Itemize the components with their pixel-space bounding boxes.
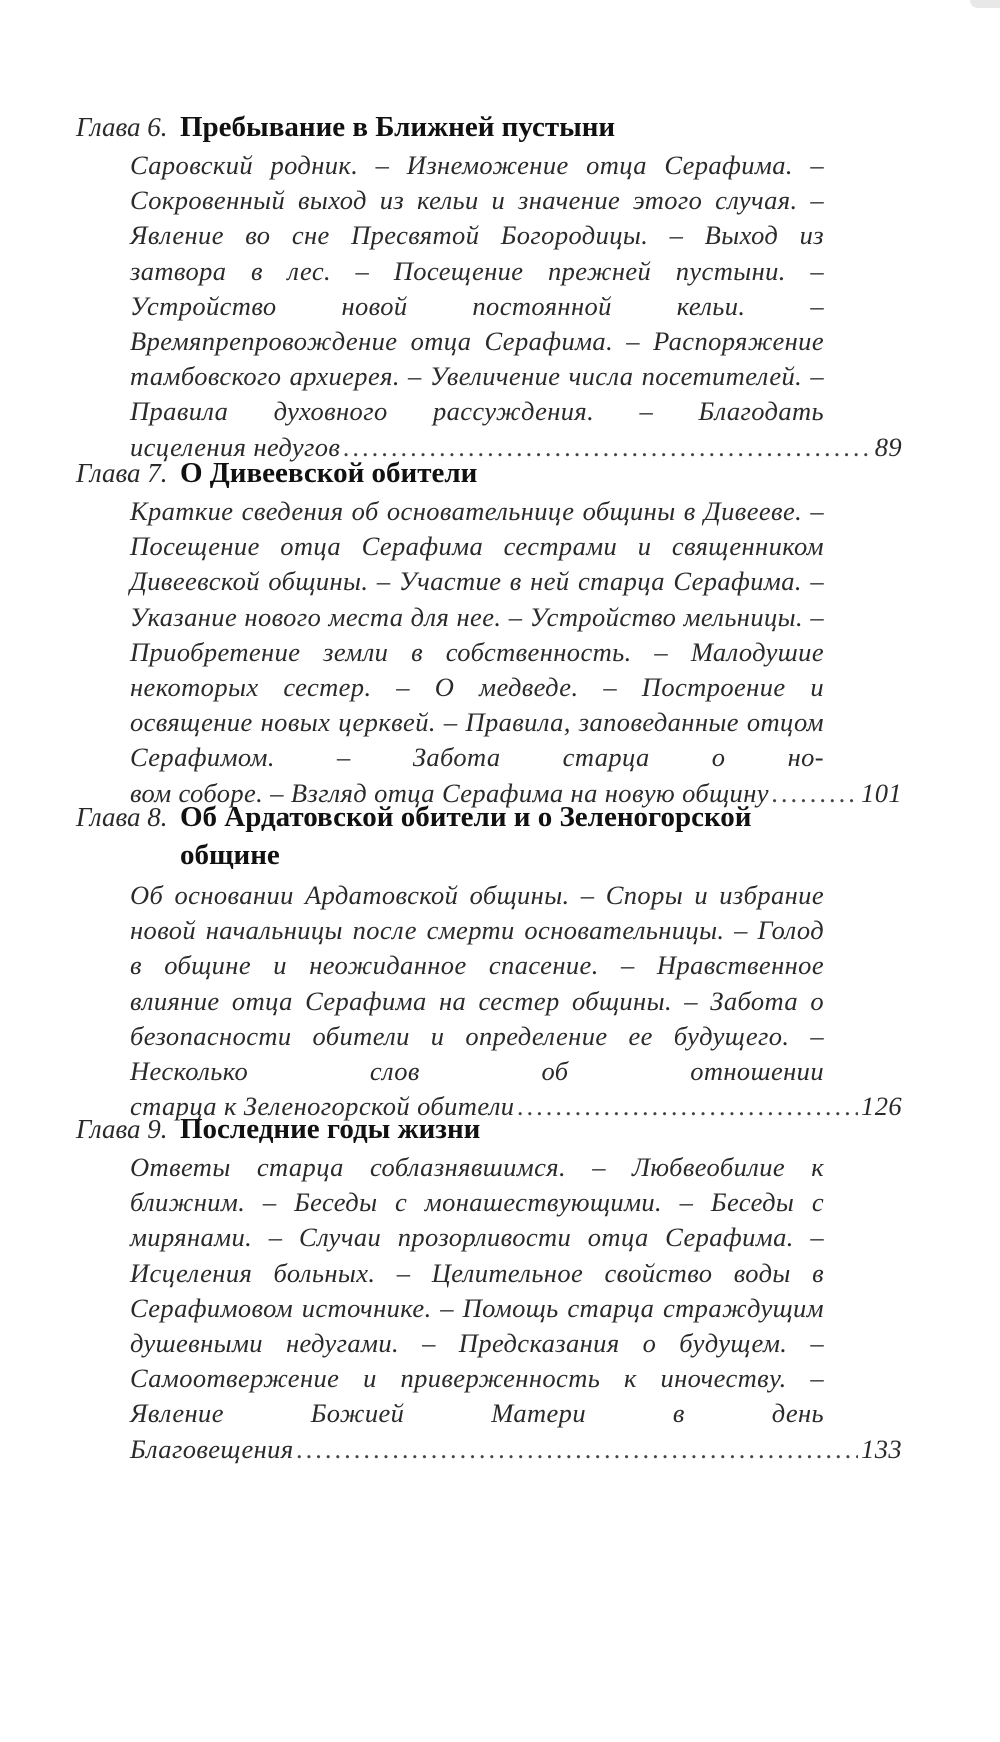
toc-entry-chapter-9 xyxy=(76,1110,902,1467)
chapter-heading xyxy=(76,798,902,874)
chapter-number: Глава 7. xyxy=(76,458,168,488)
page-corner-mark xyxy=(970,0,1000,8)
chapter-number: Глава 6. xyxy=(76,112,168,142)
toc-entry-chapter-7 xyxy=(76,454,902,811)
dot-leader xyxy=(297,1432,858,1467)
chapter-description-text: Об основании Ардатовской общины. – Споры и избрание новой начальницы после смерти основательницы. – Голод в общине и неожиданное спасение. – Нравственное влияние отца Серафима на сестер общины. – Забота о безопасности обители и определение ее будущего. – Несколько слов об отношении xyxy=(130,880,824,1087)
chapter-heading xyxy=(76,1110,902,1148)
chapter-number: Глава 8. xyxy=(76,802,168,832)
chapter-number: Глава 9. xyxy=(76,1114,168,1144)
chapter-title: Об Ардатовской обители и о Зеленогорской общине xyxy=(180,801,752,871)
chapter-description-text: Краткие сведения об основательнице общины в Дивееве. – Посещение отца Серафима сестрами и священником Дивеевской общины. – Участие в ней старца Серафима. – Указание нового места для нее. – Устройство мельницы. – Приобретение земли в собственность. – Малодушие некоторых сестер. – О медведе. – Построение и освящение новых церквей. – Правила, заповеданные отцом Серафимом. – Забота старца о но- xyxy=(130,496,824,773)
page-number: 101 xyxy=(861,777,902,808)
chapter-description-ending: старца к Зеленогорской обители xyxy=(130,1091,515,1122)
chapter-description-ending: вом соборе. – Взгляд отца Серафима на новую общину xyxy=(130,777,769,808)
chapter-description xyxy=(130,148,902,465)
chapter-description xyxy=(130,494,902,811)
page-number: 126 xyxy=(861,1091,902,1122)
page-number: 89 xyxy=(874,431,902,462)
toc-entry-chapter-8 xyxy=(76,798,902,1124)
chapter-description-text: Ответы старца соблазнявшимся. – Любвеобилие к ближним. – Беседы с монашествующими. – Беседы с мирянами. – Случаи прозорливости отца Серафима. – Исцеления больных. – Целительное свойство воды в Серафимовом источнике. – Помощь старца страждущим душевными недугами. – Предсказания о будущем. – Самоотвержение и приверженность к иночеству. – Явление Божией Матери в день xyxy=(130,1152,824,1429)
chapter-heading xyxy=(76,454,902,492)
chapter-description xyxy=(130,1150,902,1467)
chapter-description-ending: исцеления недугов xyxy=(130,431,341,462)
chapter-title: Последние годы жизни xyxy=(180,1113,481,1145)
chapter-description-last-line xyxy=(130,1432,902,1467)
chapter-description-text: Саровский родник. – Изнеможение отца Серафима. – Сокровенный выход из кельи и значение этого случая. – Явление во сне Пресвятой Богородицы. – Выход из затвора в лес. – Посещение прежней пустыни. – Устройство новой постоянной кельи. – Времяпрепровождение отца Серафима. – Распоряжение тамбовского архиерея. – Увеличение числа посетителей. – Правила духовного рассуждения. – Благодать xyxy=(130,150,824,427)
page-number: 133 xyxy=(861,1433,902,1464)
chapter-description xyxy=(130,878,902,1124)
chapter-title: О Дивеевской обители xyxy=(180,457,478,489)
chapter-description-ending: Благовещения xyxy=(130,1433,294,1464)
chapter-title: Пребывание в Ближней пустыни xyxy=(180,111,616,143)
toc-entry-chapter-6 xyxy=(76,108,902,465)
chapter-heading xyxy=(76,108,902,146)
